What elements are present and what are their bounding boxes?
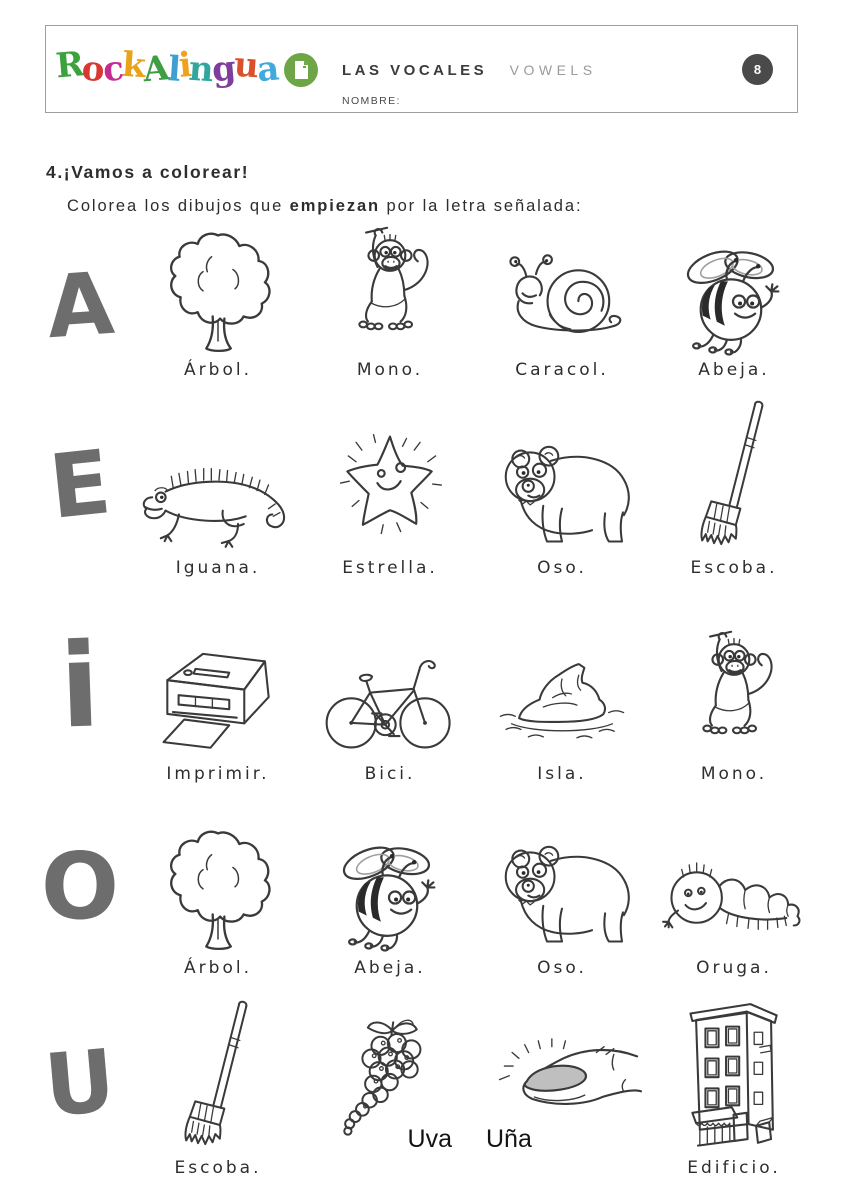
vowel-o: O	[40, 833, 120, 940]
item-label-uva: Uva	[407, 1125, 452, 1153]
item-cell-mono2	[648, 609, 820, 790]
worksheet-header	[45, 25, 798, 113]
item-cell-escoba2	[132, 989, 304, 1184]
tree-drawing	[162, 229, 274, 357]
item-cell-abeja	[648, 221, 820, 386]
activity-heading	[46, 162, 249, 183]
item-cell-edificio	[648, 989, 820, 1184]
item-label: Estrella.	[342, 558, 438, 578]
item-label: Mono.	[356, 360, 424, 380]
row-letter-i	[28, 584, 821, 790]
item-cell-isla	[476, 609, 648, 790]
row-letter-e	[28, 386, 821, 584]
vowel-e: E	[44, 430, 116, 539]
caterpillar-drawing	[658, 849, 810, 947]
bear-drawing	[487, 841, 637, 951]
monkey-drawing	[679, 627, 789, 761]
item-label-una: Uña	[486, 1125, 532, 1153]
item-label: Árbol.	[184, 360, 252, 380]
vowel-u: U	[40, 1031, 120, 1137]
rockalingua-logo: RockAlingua	[54, 44, 279, 91]
coloring-grid	[28, 226, 821, 1184]
item-cell-escoba	[648, 393, 820, 584]
item-cell-arbol2	[132, 813, 304, 984]
item-label: Edificio.	[687, 1158, 781, 1178]
activity-instruction: Colorea los dibujos que empiezan por la letra señalada:	[67, 197, 583, 215]
item-label: Isla.	[537, 764, 587, 784]
item-label: Imprimir.	[166, 764, 270, 784]
item-label: Oruga.	[696, 958, 772, 978]
worksheet-title-english: VOWELS	[509, 62, 597, 78]
vowel-i: i	[57, 618, 103, 755]
worksheet-title-spanish: LAS VOCALES	[342, 62, 488, 79]
island-drawing	[487, 651, 637, 749]
item-cell-oso2	[476, 813, 648, 984]
item-label: Iguana.	[175, 558, 261, 578]
item-label: Bici.	[364, 764, 416, 784]
iguana-drawing	[137, 455, 299, 551]
item-label: Caracol.	[515, 360, 609, 380]
item-label: Abeja.	[354, 958, 426, 978]
bee-drawing	[668, 241, 800, 357]
item-cell-oso	[476, 393, 648, 584]
activity-number: 4.	[46, 162, 64, 182]
item-cell-uva	[304, 989, 476, 1184]
broom-drawing	[168, 995, 268, 1155]
row-letter-o	[28, 790, 821, 984]
item-cell-una	[476, 989, 648, 1184]
item-cell-arbol	[132, 221, 304, 386]
snail-drawing	[488, 251, 636, 357]
item-cell-imprimir	[132, 609, 304, 790]
item-cell-abeja2	[304, 813, 476, 984]
item-cell-bici	[304, 609, 476, 790]
fingernail-drawing	[480, 1037, 645, 1129]
broom-drawing	[684, 395, 784, 555]
item-label: Escoba.	[174, 1158, 262, 1178]
item-label: Árbol.	[184, 958, 252, 978]
printer-drawing	[142, 637, 294, 759]
worksheet-page-icon	[284, 53, 318, 87]
item-cell-oruga	[648, 813, 820, 984]
item-label: Oso.	[537, 958, 587, 978]
item-cell-caracol	[476, 221, 648, 386]
bear-drawing	[487, 441, 637, 551]
row-letter-a	[28, 226, 821, 386]
item-cell-mono	[304, 221, 476, 386]
star-drawing	[327, 423, 453, 549]
activity-title: ¡Vamos a colorear!	[63, 162, 250, 182]
bee-drawing	[324, 837, 456, 953]
row-letter-u	[28, 984, 821, 1184]
item-label: Abeja.	[698, 360, 770, 380]
monkey-drawing	[335, 223, 445, 357]
item-cell-estrella	[304, 393, 476, 584]
building-drawing	[672, 991, 797, 1155]
tree-drawing	[162, 827, 274, 955]
page-number-badge: 8	[742, 54, 773, 85]
item-label: Oso.	[537, 558, 587, 578]
item-label: Escoba.	[690, 558, 778, 578]
item-cell-iguana	[132, 393, 304, 584]
bicycle-drawing	[319, 651, 461, 755]
name-field-label: NOMBRE:	[342, 95, 401, 107]
item-label: Mono.	[700, 764, 768, 784]
vowel-a: A	[43, 253, 117, 359]
